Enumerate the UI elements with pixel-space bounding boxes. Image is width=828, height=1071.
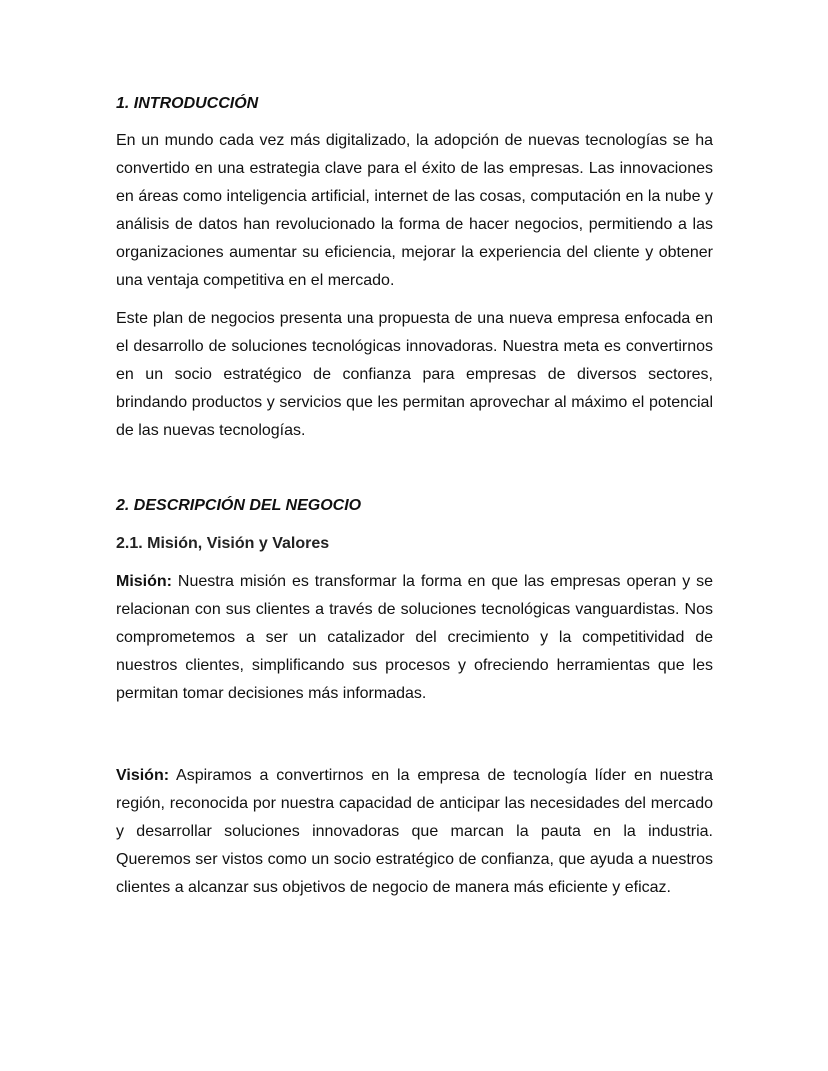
vision-text: Aspiramos a convertirnos en la empresa de tecnología líder en nuestra región, reconocida por nuestra capacidad de anticipar las necesidades del mercado y desarrollar soluciones innovadoras que marcan la pauta en la industria. Queremos ser vistos como un socio estratégico de confianza, que ayuda a nuestros clientes a alcanzar sus objetivos de negocio de manera más eficiente y eficaz. [116, 767, 713, 896]
intro-paragraph-2: Este plan de negocios presenta una propuesta de una nueva empresa enfocada en el desarrollo de soluciones tecnológicas innovadoras. Nuestra meta es convertirnos en un socio estratégico de confianza para empresas de diversos sectores, brindando productos y servicios que les permitan aprovechar al máximo el potencial de las nuevas tecnologías. [116, 310, 713, 439]
mission-label: Misión: [116, 573, 172, 590]
section-heading-introduccion: 1. INTRODUCCIÓN [116, 95, 259, 112]
subsection-heading-mision-vision-valores: 2.1. Misión, Visión y Valores [116, 535, 330, 552]
vision-paragraph [116, 762, 713, 902]
document-page [116, 93, 713, 902]
intro-paragraph-1: En un mundo cada vez más digitalizado, la adopción de nuevas tecnologías se ha convertido en una estrategia clave para el éxito de las empresas. Las innovaciones en áreas como inteligencia artificial, internet de las cosas, computación en la nube y análisis de datos han revolucionado la forma de hacer negocios, permitiendo a las organizaciones aumentar su eficiencia, mejorar la experiencia del cliente y obtener una ventaja competitiva en el mercado. [116, 132, 713, 289]
vision-label: Visión: [116, 767, 170, 784]
section-heading-descripcion-negocio: 2. DESCRIPCIÓN DEL NEGOCIO [116, 497, 362, 514]
mission-text: Nuestra misión es transformar la forma en que las empresas operan y se relacionan con sus clientes a través de soluciones tecnológicas vanguardistas. Nos comprometemos a ser un catalizador del crecimiento y la competitividad de nuestros clientes, simplificando sus procesos y ofreciendo herramientas que les permitan tomar decisiones más informadas. [116, 573, 713, 702]
mission-paragraph [116, 568, 713, 708]
